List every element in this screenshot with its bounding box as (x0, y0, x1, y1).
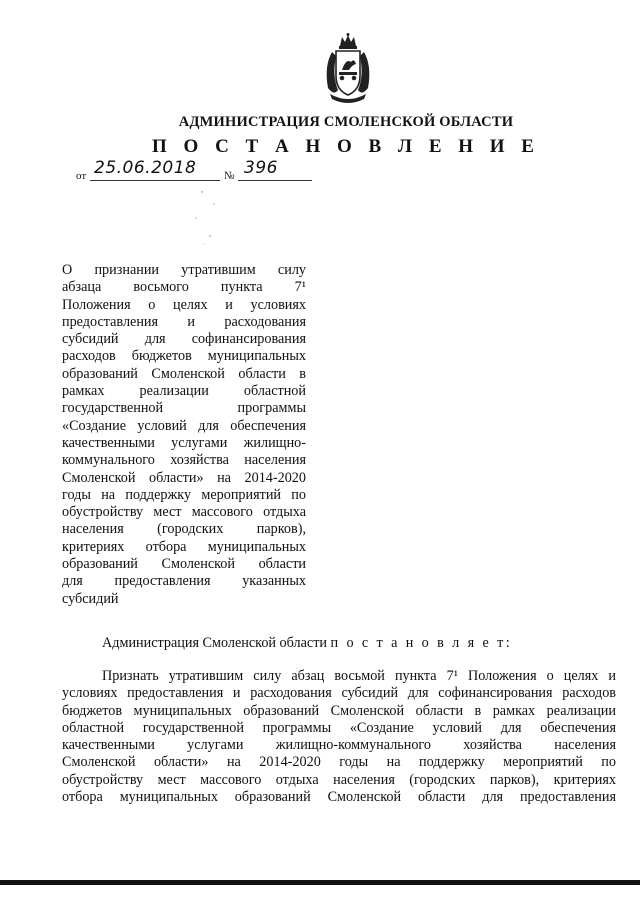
body-line: обустройству мест массового отдыха населения (городских парков), критериях (62, 771, 616, 788)
date-underline (90, 180, 220, 181)
subject-line: критериях отбора муниципальных (62, 538, 306, 555)
subject-line: предоставления и расходования (62, 313, 306, 330)
subject-line: «Создание условий для обеспечения (62, 417, 306, 434)
body-line: областной государственной программы «Создание условий для обеспечения (62, 719, 616, 736)
body-line: условиях предоставления и расходования субсидий для софинансирования расходов (62, 685, 616, 702)
subject-line: населения (городских парков), (62, 521, 306, 538)
subject-line: образований Смоленской области (62, 556, 306, 573)
scan-specks (190, 188, 230, 248)
subject-line: коммунального хозяйства населения (62, 452, 306, 469)
subject-line: образований Смоленской области в (62, 365, 306, 382)
subject-line: рамках реализации областной (62, 383, 306, 400)
smolensk-coat-of-arms-icon (318, 32, 378, 104)
subject-line: Положения о целях и условиях (62, 296, 306, 313)
number-label: № (224, 170, 235, 182)
subject-line: годы на поддержку мероприятий по (62, 486, 306, 503)
subject-line: субсидий для софинансирования (62, 331, 306, 348)
decree-issuer: Администрация Смоленской области (102, 635, 327, 651)
subject-line: для предоставления указанных (62, 573, 306, 590)
registration-row (76, 160, 336, 184)
coat-of-arms-graphic (318, 32, 378, 104)
decree-body (62, 668, 616, 806)
body-line: качественными услугами жилищно-коммунального хозяйства населения (62, 737, 616, 754)
authority-title: АДМИНИСТРАЦИЯ СМОЛЕНСКОЙ ОБЛАСТИ (178, 114, 514, 130)
document-type-title: П О С Т А Н О В Л Е Н И Е (152, 136, 540, 157)
date-label: от (76, 170, 87, 182)
subject-line: абзаца восьмого пункта 7¹ (62, 279, 306, 296)
handwritten-date: 25.06.2018 (94, 158, 197, 178)
subject-line: О признании утратившим силу (62, 262, 306, 278)
body-line: Смоленской области» на 2014-2020 годы на поддержку мероприятий по (62, 754, 616, 771)
body-line: отбора муниципальных образований Смоленской области для предоставления (62, 789, 616, 806)
subject-line: субсидий (62, 590, 119, 607)
subject-line: обустройству мест массового отдыха (62, 504, 306, 521)
document-subject (62, 262, 306, 608)
scan-bottom-edge (0, 880, 640, 885)
subject-line: Смоленской области» на 2014-2020 (62, 469, 306, 486)
number-underline (238, 180, 312, 181)
body-line: Признать утратившим силу абзац восьмой пункта 7¹ Положения о целях и (102, 668, 616, 684)
subject-line: качественными услугами жилищно- (62, 434, 306, 451)
subject-line: расходов бюджетов муниципальных (62, 348, 306, 365)
body-line: бюджетов муниципальных образований Смоленской области в рамках реализации (62, 702, 616, 719)
decree-verb: п о с т а н о в л я е т: (330, 635, 513, 651)
subject-line: государственной программы (62, 400, 306, 417)
handwritten-number: 396 (244, 158, 278, 178)
decree-statement (102, 635, 512, 652)
